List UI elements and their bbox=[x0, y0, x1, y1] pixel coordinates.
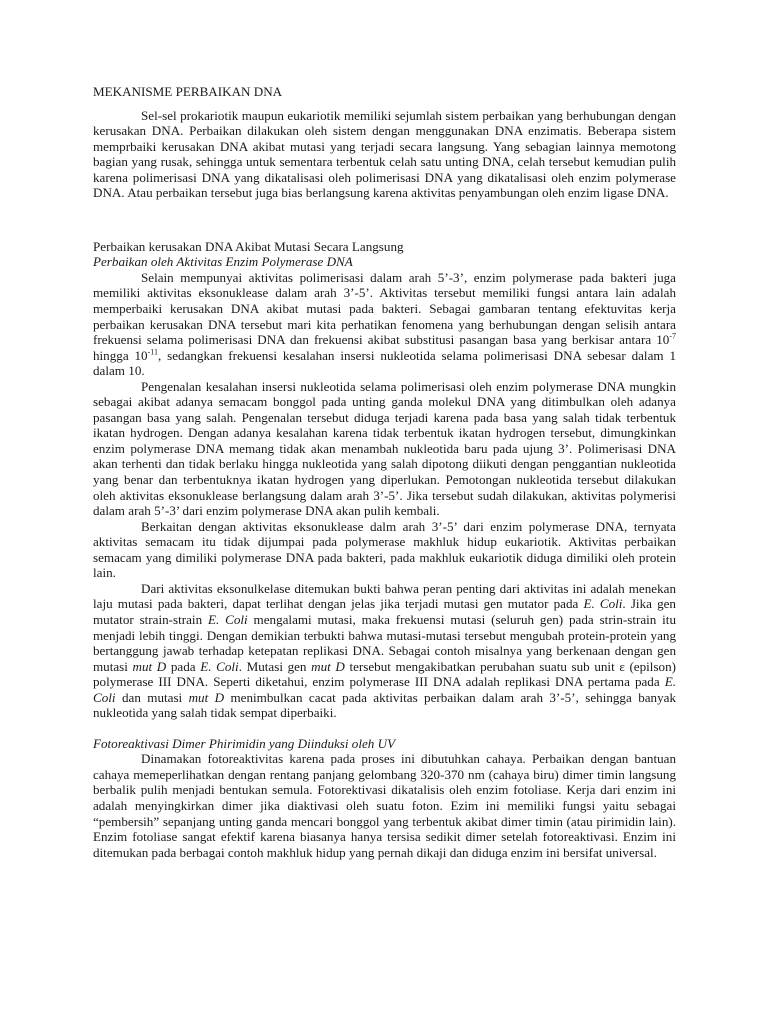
exponent: -7 bbox=[669, 331, 676, 341]
text-span: . Mutasi gen bbox=[238, 658, 312, 674]
gene-name: mut D bbox=[311, 658, 345, 674]
section2-paragraph-1: Dinamakan fotoreaktivitas karena pada proses ini dibutuhkan cahaya. Perbaikan dengan bantuan cahaya memeperlihatkan dengan rentang panjang gelombang 320-370 nm (cahaya biru) dimer timin langsung berbalik pulih menjadi bentukan semula. Fotorektivasi dikatalisis oleh enzim fotoliase. Kerja dari enzim ini adalah menyingkirkan dimer jika diaktivasi oleh suatu foton. Ezim ini memiliki fungsi yaitu sebagai “pembersih” sepanjang unting ganda mencari bonggol yang terbentuk akibat dimer timin (atau pirimidin lain). Enzim fotoliase sangat efektif karena biasanya hanya tersisa sedikit dimer setelah fotoreaktivasi. Enzim ini ditemukan pada berbagai contoh makhluk hidup yang pernah dikaji dan diduga enzim ini bersifat universal. bbox=[93, 751, 676, 860]
text-span: mengalami mutasi, maka frekuensi mutasi (seluruh gen) pada strin-strain itu menjadi lebih tinggi. Dengan demikian terbukti bahwa mutasi-mutasi tersebut mengubah protein-protein yang bertanggung jawab terhadap ketepatan replikasi DNA. Sebagai contoh misalnya yang berkenaan dengan gen mutasi bbox=[93, 611, 676, 674]
species-name: E. Coli bbox=[207, 611, 248, 627]
section2-subheading: Fotoreaktivasi Dimer Phirimidin yang Diinduksi oleh UV bbox=[93, 735, 396, 751]
text-span: hingga 10 bbox=[93, 347, 148, 363]
text-span: tersebut mengakibatkan perubahan suatu sub unit ε (epilson) polymerase III DNA. Seperti diketahui, enzim polymerase III DNA adalah replikasi DNA pertama pada bbox=[93, 658, 676, 690]
species-name: E. Coli bbox=[583, 596, 623, 612]
document-page bbox=[93, 84, 676, 860]
text-span: menimbulkan cacat pada aktivitas perbaikan dalam arah 3’-5’, sehingga banyak nukleotida yang salah tidak sempat diperbaiki. bbox=[93, 689, 677, 721]
text-span: Selain mempunyai aktivitas polimerisasi dalam arah 5’-3’, enzim polymerase pada bakteri juga memiliki aktivitas eksonuklease dalam arah 3’-5’. Aktivitas tersebut memiliki fungsi antara lain adalah memperbaiki kerusakan DNA akibat mutasi pada bakteri. Sebagai gambaran tentang efektuvitas kerja perbaikan kerusakan DNA tersebut mari kita perhatikan fenomena yang berhubungan dengan selisih antara frekuensi selama polimerisasi DNA dan frekuensi akibat substitusi pasangan basa yang berkisar antara 10 bbox=[93, 269, 676, 348]
text-span: Dari aktivitas eksonulkelase ditemukan bukti bahwa peran penting dari aktivitas ini adalah menekan laju mutasi pada bakteri, dapat terlihat dengan jelas jika terjadi mutasi gen mutator pada bbox=[93, 580, 676, 612]
text-span: , sedangkan frekuensi kesalahan insersi nukleotida selama polimerisasi DNA sebesar dalam 1 dalam 10. bbox=[93, 347, 676, 379]
spacer bbox=[93, 721, 676, 736]
spacer bbox=[93, 201, 676, 239]
intro-paragraph: Sel-sel prokariotik maupun eukariotik memiliki sejumlah sistem perbaikan yang berhubungan dengan kerusakan DNA. Perbaikan dilakukan oleh sistem dengan menggunakan DNA enzimatis. Beberapa sistem memprbaiki kerusakan DNA akibat mutasi yang terjadi secara langsung. Yang sebagian lainnya memotong bagian yang rusak, sehingga untuk sementara terbentuk celah satu unting DNA, celah tersebut kemudian pulih karena polimerisasi DNA yang dikatalisasi oleh polimerisasi DNA yang dikatalisasi oleh enzim polymerase DNA. Atau perbaikan tersebut juga bias berlangsung karena aktivitas penyambungan oleh enzim ligase DNA. bbox=[93, 107, 676, 201]
section1-paragraph-2: Pengenalan kesalahan insersi nukleotida selama polimerisasi oleh enzim polymerase DNA mungkin sebagai akibat adanya semacam bonggol pada unting ganda molekul DNA yang ditimbulkan oleh adanya pasangan basa yang salah. Pengenalan tersebut diduga terjadi karena pada basa yang salah tidak terbentuk ikatan hydrogen. Dengan adanya kesalahan karena tidak terbentuk ikatan hydrogen tersebut, dimungkinkan enzim polymerase DNA memang tidak akan menambah nukleotida baru pada ujung 3’. Polimerisasi DNA akan terhenti dan tidak berlaku hingga nukleotida yang salah dipotong diikuti dengan penggantian nukleotida yang benar dan terbentuknya ikatan hydrogen yang diperlukan. Pemotongan nukleotida tersebut dilakukan oleh aktivitas eksonuklease berlangsung dalam arah 3’-5’. Jika tersebut sudah dilakukan, aktivitas polymerisi dalam arah 5’-3’ dari enzim polymerase DNA akan pulih kembali. bbox=[93, 378, 676, 519]
text-span: . Jika gen mutator strain-strain bbox=[93, 596, 676, 627]
document-title: MEKANISME PERBAIKAN DNA bbox=[93, 84, 283, 99]
gene-name: mut D bbox=[188, 689, 225, 705]
section1-heading: Perbaikan kerusakan DNA Akibat Mutasi Secara Langsung bbox=[93, 238, 404, 254]
section1-paragraph-3: Berkaitan dengan aktivitas eksonuklease dalm arah 3’-5’ dari enzim polymerase DNA, ternyata aktivitas semacam itu tidak dijumpai pada polymerase makhluk hidup eukariotik. Aktivitas perbaikan semacam yang dimiliki polymerase DNA pada bakteri, pada makhluk eukariotik diduga dimiliki oleh protein lain. bbox=[93, 518, 676, 581]
section1-subheading: Perbaikan oleh Aktivitas Enzim Polymerase DNA bbox=[93, 254, 353, 270]
text-span: dan mutasi bbox=[115, 689, 189, 705]
gene-name: mut D bbox=[132, 658, 167, 674]
exponent: -11 bbox=[147, 347, 158, 357]
text-span: pada bbox=[166, 658, 201, 674]
section1-paragraph-4 bbox=[93, 581, 676, 721]
section1-paragraph-1 bbox=[93, 270, 676, 379]
species-name: E. Coli bbox=[200, 658, 239, 674]
species-name: E. Coli bbox=[93, 674, 676, 705]
